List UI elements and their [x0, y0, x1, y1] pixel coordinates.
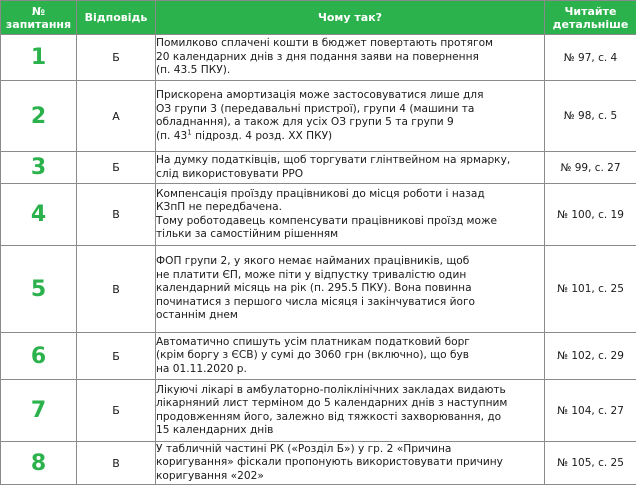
explanation: [156, 81, 545, 152]
issue-reference: № 99, с. 27: [545, 152, 636, 184]
table-row: [1, 81, 636, 152]
answer-letter: Б: [77, 35, 156, 81]
header-more-label: детальніше: [553, 18, 629, 31]
explanation: [156, 184, 545, 246]
question-number: 1: [1, 35, 77, 81]
explanation-line: 15 календарних днів: [156, 424, 544, 438]
issue-reference: № 101, с. 25: [545, 246, 636, 333]
explanation: [156, 35, 545, 81]
explanation-line: На думку податківців, щоб торгувати глінтвейном на ярмарку,: [156, 154, 544, 168]
table-row: [1, 246, 636, 333]
issue-reference: № 97, с. 4: [545, 35, 636, 81]
explanation-line: Прискорена амортизація може застосовуватися лише для: [156, 89, 544, 103]
issue-reference: № 100, с. 19: [545, 184, 636, 246]
answer-letter: Б: [77, 380, 156, 442]
explanation-line: на 01.11.2020 р.: [156, 363, 544, 377]
explanation-line: слід використовувати РРО: [156, 168, 544, 182]
explanation: [156, 246, 545, 333]
question-number: 2: [1, 81, 77, 152]
table-row: [1, 442, 636, 485]
answer-letter: А: [77, 81, 156, 152]
explanation-line: обладнання), а також для усіх ОЗ групи 5 та групи 9: [156, 116, 544, 130]
explanation-line: (крім боргу з ЄСВ) у сумі до 3060 грн (включно), що був: [156, 349, 544, 363]
header-answer: Відповідь: [77, 1, 156, 35]
explanation-line: Автоматично спишуть усім платникам податковий борг: [156, 336, 544, 350]
answer-letter: В: [77, 246, 156, 333]
explanation-line: У табличній частині РК («Розділ Б») у гр. 2 «Причина: [156, 443, 544, 457]
table-row: [1, 152, 636, 184]
explanation-line: (п. 43.5 ПКУ).: [156, 64, 544, 78]
explanation-line: лікарняний лист терміном до 5 календарних днів з наступним: [156, 397, 544, 411]
header-row: [1, 1, 636, 35]
superscript-one: 1: [187, 128, 191, 136]
explanation-line: ОЗ групи 3 (передавальні пристрої), групи 4 (машини та: [156, 103, 544, 117]
question-number: 4: [1, 184, 77, 246]
issue-reference: № 104, с. 27: [545, 380, 636, 442]
explanation-line: Лікуючі лікарі в амбулаторно-поліклінічних закладах видають: [156, 384, 544, 398]
explanation-line: 20 календарних днів з дня подання заяви на повернення: [156, 51, 544, 65]
answer-letter: В: [77, 442, 156, 485]
explanation-line: КЗпП не передбачена.: [156, 201, 544, 215]
explanation: [156, 333, 545, 380]
explanation-line: Компенсація проїзду працівникові до місця роботи і назад: [156, 188, 544, 202]
explanation: [156, 152, 545, 184]
explanation: [156, 442, 545, 485]
issue-reference: № 105, с. 25: [545, 442, 636, 485]
table-row: [1, 333, 636, 380]
explanation-line: тільки за самостійним рішенням: [156, 228, 544, 242]
explanation-line: (п. $43^1$ підрозд. 4 розд. ХХ ПКУ): [156, 130, 544, 144]
explanation-line: починатися з першого числа місяця і закінчуватися його: [156, 296, 544, 310]
explanation-line: Помилково сплачені кошти в бюджет повертають протягом: [156, 37, 544, 51]
header-read-more: [545, 1, 636, 35]
table-row: [1, 35, 636, 81]
question-number: 7: [1, 380, 77, 442]
question-number: 8: [1, 442, 77, 485]
header-question-number: [1, 1, 77, 35]
answer-letter: В: [77, 184, 156, 246]
explanation-line: коригування «202»: [156, 470, 544, 484]
table-row: [1, 380, 636, 442]
question-number: 5: [1, 246, 77, 333]
issue-reference: № 102, с. 29: [545, 333, 636, 380]
explanation-line: продовженням його, залежно від тяжкості захворювання, до: [156, 411, 544, 425]
explanation-line: не платити ЄП, може піти у відпустку тривалістю один: [156, 269, 544, 283]
explanation-line: коригування» фіскали пропонують використовувати причину: [156, 456, 544, 470]
explanation-line: календарний місяць на рік (п. 295.5 ПКУ). Вона повинна: [156, 282, 544, 296]
table-row: [1, 184, 636, 246]
header-read-label: Читайте: [565, 5, 617, 18]
header-number-sign: №: [32, 5, 45, 18]
explanation-line: ФОП групи 2, у якого немає найманих працівників, щоб: [156, 255, 544, 269]
issue-reference: № 98, с. 5: [545, 81, 636, 152]
explanation-line: Тому роботодавець компенсувати працівникові проїзд може: [156, 215, 544, 229]
question-number: 3: [1, 152, 77, 184]
header-question-label: запитання: [6, 18, 71, 31]
answer-letter: Б: [77, 152, 156, 184]
header-why: Чому так?: [156, 1, 545, 35]
explanation: [156, 380, 545, 442]
explanation-line: останнім днем: [156, 309, 544, 323]
answer-letter: Б: [77, 333, 156, 380]
question-number: 6: [1, 333, 77, 380]
